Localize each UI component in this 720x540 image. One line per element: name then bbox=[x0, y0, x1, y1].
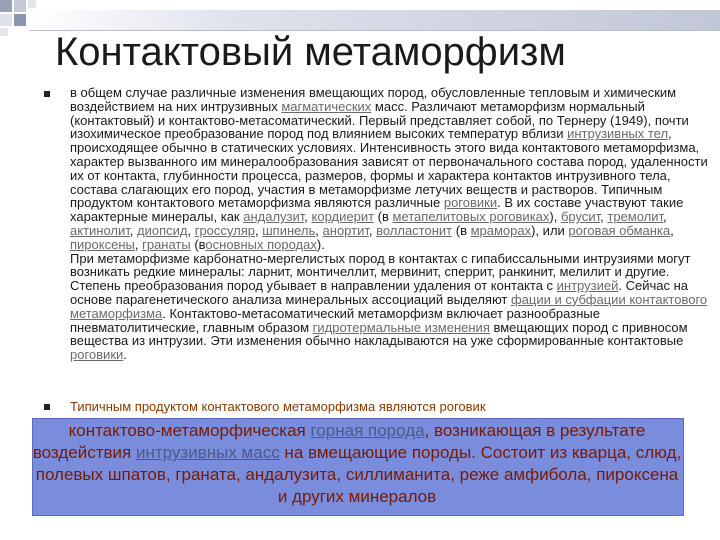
bullet-square-icon bbox=[44, 91, 50, 97]
text: Степень преобразования пород убывает в направлении удаления от контакта с bbox=[70, 278, 557, 294]
text: , bbox=[315, 222, 323, 238]
link-grossular[interactable]: гроссуляр bbox=[194, 222, 255, 238]
link-actinolite[interactable]: актинолит bbox=[70, 222, 130, 238]
text: . bbox=[123, 347, 127, 363]
link-hydrothermal[interactable]: гидротермальные изменения bbox=[312, 319, 490, 335]
text: , bbox=[187, 222, 195, 238]
link-facies[interactable]: фации и субфации контактового метаморфизма bbox=[70, 291, 708, 321]
text: . Контактово-метасоматический метаморфизм включает разнообразные пневматолитические, главным образом bbox=[70, 305, 600, 335]
bullet-square-icon bbox=[44, 404, 50, 410]
text: , происходящее обычно в статических условиях. Интенсивность этого вида контактового метаморфизма, характер вызванного им минералообразования зависят от первоначального состава пород, удаленности их от контакта, глубинности процесса, размеров, формы и характера контактов интрузивного тела, состава слагающих его пород, участия в метаморфизме летучих веществ и растворов. Типичным продуктом контактового метаморфизма являются различные bbox=[70, 126, 708, 211]
link-basic-rocks[interactable]: основных породах bbox=[205, 236, 317, 252]
link-diopside[interactable]: диопсид bbox=[137, 222, 188, 238]
text: ), bbox=[549, 209, 561, 225]
body-text bbox=[70, 86, 710, 362]
paragraph-3 bbox=[70, 279, 710, 362]
text: масс. Различают метаморфизм нормальный (контактовый) и контактово-метасоматический. Первый представляет собой, по Тернеру (1949), почти изохимическое преобразование пород под влиянием высоких температур вблизи bbox=[70, 98, 689, 142]
link-intrusion[interactable]: интрузией bbox=[556, 278, 619, 294]
text: , bbox=[663, 209, 667, 225]
text: , bbox=[129, 222, 137, 238]
text: , возникающая в результате воздействия bbox=[32, 421, 646, 462]
bullet-2-text: Типичным продуктом контактового метаморфизма являются роговик bbox=[70, 399, 486, 414]
link-wollastonite[interactable]: волластонит bbox=[376, 222, 453, 238]
text: , bbox=[600, 209, 608, 225]
link-hornfels[interactable]: роговики bbox=[443, 195, 498, 211]
text: (в bbox=[452, 222, 471, 238]
link-intrusive-bodies[interactable]: интрузивных тел bbox=[567, 126, 669, 142]
paragraph-1 bbox=[70, 86, 710, 252]
text: вмещающих пород с привносом вещества из интрузии. Эти изменения обычно накладываются на уже сформированные контактовые bbox=[70, 319, 688, 349]
text: ), или bbox=[531, 222, 569, 238]
text: , bbox=[304, 209, 312, 225]
link-magmatic[interactable]: магматических bbox=[281, 98, 372, 114]
link-marbles[interactable]: мраморах bbox=[470, 222, 532, 238]
text: контактово-метаморфическая bbox=[68, 421, 311, 440]
text: . В их составе участвуют такие характерные минералы, как bbox=[70, 195, 684, 225]
link-cordierite[interactable]: кордиерит bbox=[311, 209, 375, 225]
text: , bbox=[670, 222, 674, 238]
text: , bbox=[254, 222, 263, 238]
link-rock[interactable]: горная порода bbox=[310, 421, 425, 440]
link-hornblende[interactable]: роговая обманка bbox=[568, 222, 671, 238]
paragraph-2: При метаморфизме карбонатно-мергелистых пород в контактах с гипабиссальными интрузиями могут возникать редкие минералы: ларнит, монтичеллит, мервинит, сперрит, ранкинит, мелилит и другие. bbox=[70, 250, 691, 280]
link-hornfels-2[interactable]: роговики bbox=[70, 347, 124, 363]
link-intrusive-masses[interactable]: интрузивных масс bbox=[135, 443, 280, 462]
slide-title: Контактовый метаморфизм bbox=[55, 30, 566, 74]
link-brucite[interactable]: брусит bbox=[560, 209, 601, 225]
text: . Сейчас на основе парагенетического анализа минеральных ассоциаций выделяют bbox=[70, 278, 688, 307]
link-anorthite[interactable]: анортит bbox=[322, 222, 369, 238]
header-bar bbox=[30, 10, 720, 30]
text: ). bbox=[316, 236, 325, 252]
text: на вмещающие породы. Состоит из кварца, слюд, полевых шпатов, граната, андалузита, силлиманита, реже амфибола, пироксена и других минералов bbox=[35, 443, 682, 506]
text: , bbox=[368, 222, 377, 238]
text: (в bbox=[374, 209, 393, 225]
link-andalusite[interactable]: андалузит bbox=[243, 209, 305, 225]
text: в общем случае различные изменения вмещающих пород, обусловленные тепловым и химическим воздействием на них интрузивных bbox=[70, 85, 677, 114]
link-garnets[interactable]: гранаты bbox=[142, 236, 191, 252]
link-pyroxenes[interactable]: пироксены bbox=[70, 236, 135, 252]
definition-text bbox=[32, 420, 682, 508]
text: , bbox=[134, 236, 143, 252]
text: (в bbox=[190, 236, 206, 252]
link-tremolite[interactable]: тремолит bbox=[607, 209, 664, 225]
link-metapelite-hornfels[interactable]: метапелитовых роговиках bbox=[392, 209, 550, 225]
link-spinel[interactable]: шпинель bbox=[262, 222, 316, 238]
